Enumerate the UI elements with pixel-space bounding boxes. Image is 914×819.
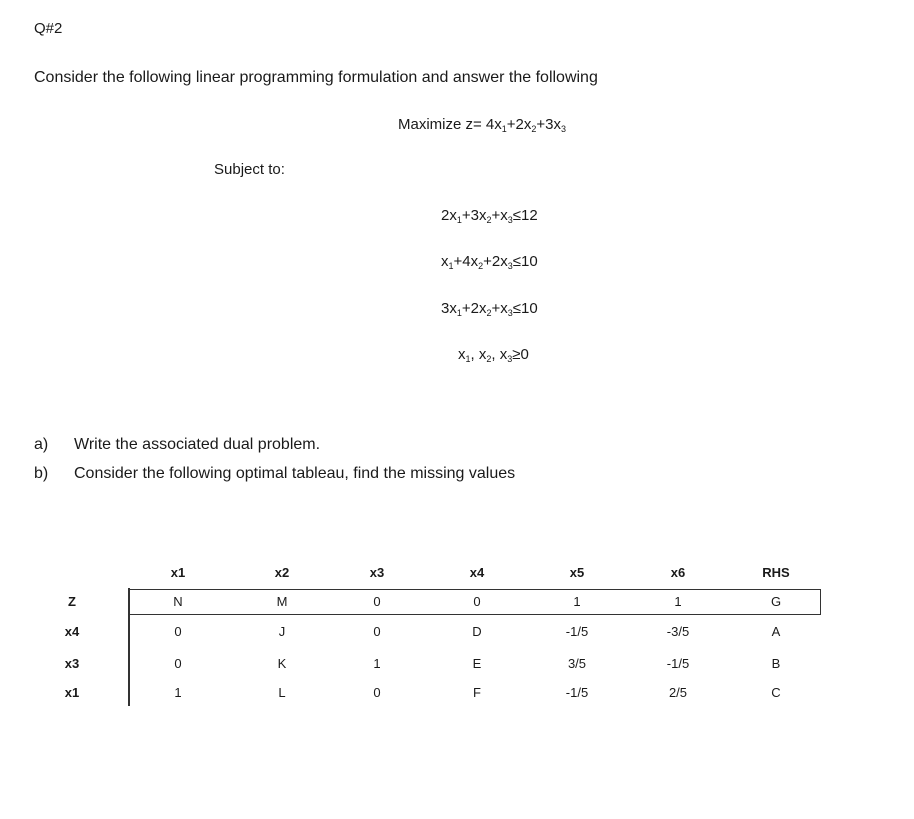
cell-x3-rhs: B [771,656,781,671]
cell-x3-x6: -1/5 [666,656,690,671]
cell-x4-x2: J [278,624,286,639]
cell-x1-x5: -1/5 [565,685,589,700]
header-x5: x5 [569,565,585,580]
cell-z-x1: N [173,594,183,609]
cell-x4-x3: 0 [373,624,381,639]
cell-x4-x5: -1/5 [565,624,589,639]
part-a-label: a) [34,436,49,453]
cell-x3-x3: 1 [373,656,381,671]
part-a-text: Write the associated dual problem. [74,436,321,453]
header-x3: x3 [369,565,385,580]
cell-z-x5: 1 [573,594,581,609]
cell-x1-x3: 0 [373,685,381,700]
header-x2: x2 [274,565,290,580]
header-rhs: RHS [762,565,790,580]
question-intro: Consider the following linear programming formulation and answer the following [34,69,598,86]
cell-z-x3: 0 [373,594,381,609]
cell-x1-x6: 2/5 [668,685,688,700]
cell-x1-rhs: C [771,685,781,700]
row-label-z: Z [68,594,76,609]
header-x6: x6 [670,565,686,580]
subject-to-label: Subject to: [214,161,285,178]
cell-x1-x1: 1 [174,685,182,700]
question-number: Q#2 [34,20,63,37]
part-b-text: Consider the following optimal tableau, find the missing values [74,465,516,482]
part-b-label: b) [34,465,49,482]
nonnegativity-constraint: $x_1$, $x_2$, $x_3\ge 0$ [458,346,529,364]
cell-x3-x5: 3/5 [567,656,587,671]
objective-function: Maximize $z= 4x_1+2x_2+3x_3$ [398,116,567,134]
cell-z-rhs: G [770,594,782,609]
cell-x3-x4: E [472,656,482,671]
row-label-x4: x4 [64,624,80,639]
cell-x4-x1: 0 [174,624,182,639]
constraint-2: $x_1+4x_2+2x_3\le 10$ [441,253,538,271]
cell-x4-x6: -3/5 [666,624,690,639]
cell-x4-x4: D [472,624,482,639]
constraint-1: $2x_1+3x_2+x_3\le 12$ [441,207,538,225]
cell-x3-x2: K [277,656,287,671]
constraint-3: $3x_1+2x_2+x_3\le 10$ [441,300,538,318]
cell-x3-x1: 0 [174,656,182,671]
tableau-divider [128,588,130,706]
header-x4: x4 [469,565,485,580]
header-x1: x1 [170,565,186,580]
row-label-x3: x3 [64,656,80,671]
row-label-x1: x1 [64,685,80,700]
cell-x1-x4: F [473,685,481,700]
cell-x4-rhs: A [771,624,781,639]
cell-z-x2: M [276,594,288,609]
cell-z-x4: 0 [473,594,481,609]
cell-x1-x2: L [278,685,286,700]
cell-z-x6: 1 [674,594,682,609]
